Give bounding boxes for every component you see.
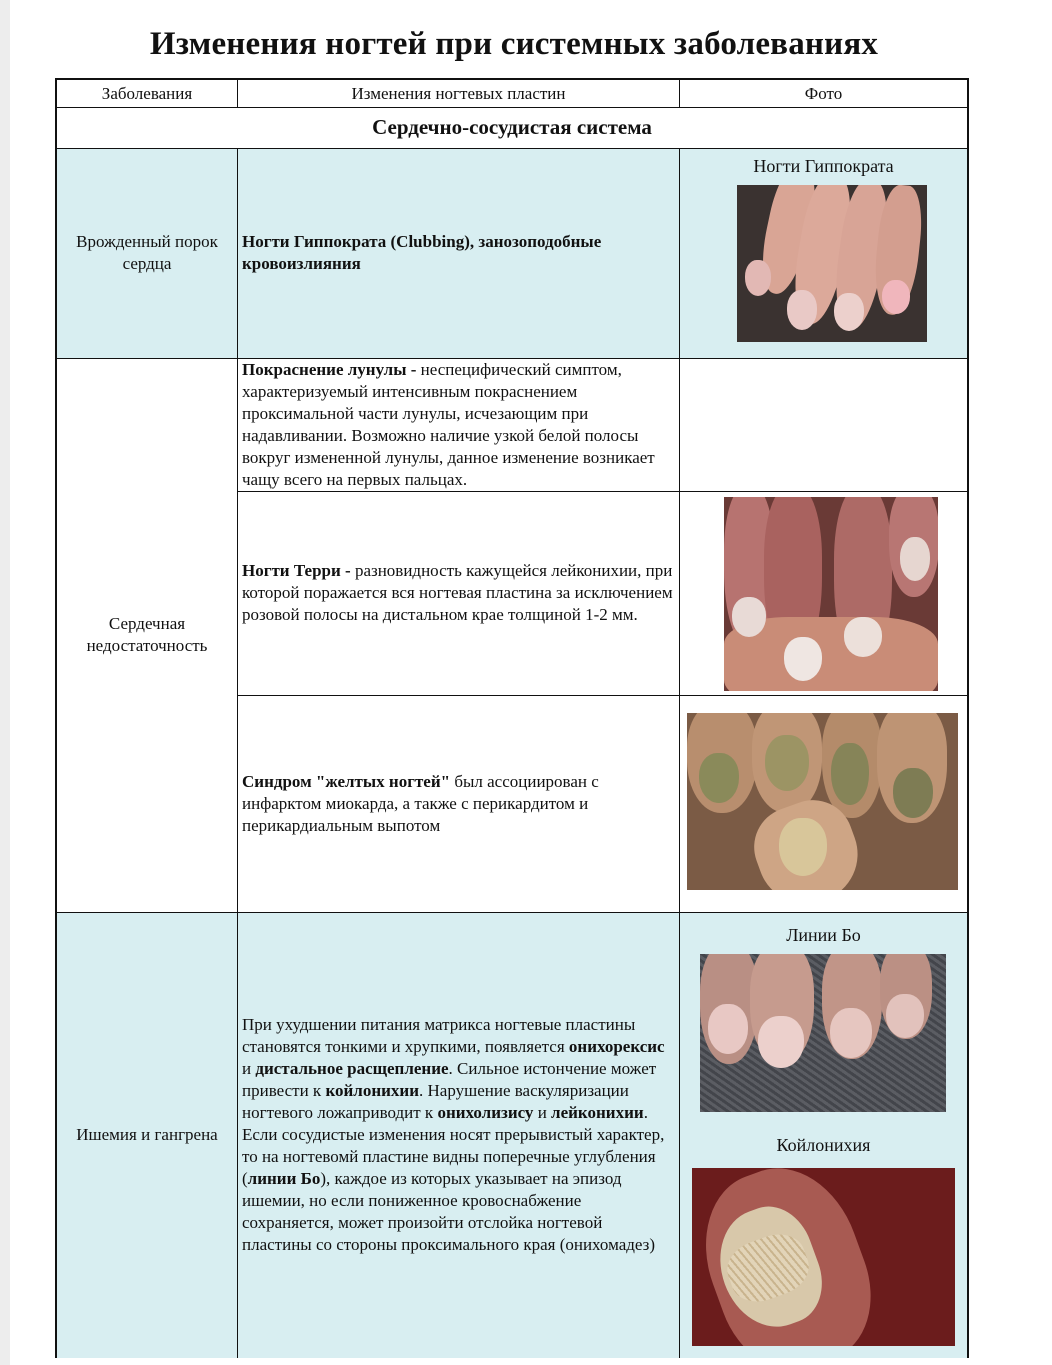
page-title: Изменения ногтей при системных заболеваниях bbox=[149, 26, 879, 62]
desc-red-lunula: Покраснение лунулы - неспецифический симптом, характеризуемый интенсивным покраснением проксимальной части лунулы, исчезающим при надавливании. Возможно наличие узкой белой полосы вокруг измененной лунулы, данное изменение возникает чащу всего на первых пальцах. bbox=[242, 359, 655, 489]
header-nail-changes: Изменения ногтевых пластин bbox=[351, 83, 566, 103]
photo-koilonychia bbox=[692, 1168, 955, 1346]
photo-terry-nails bbox=[724, 497, 938, 691]
desc-ischemia-segment: . Если сосудистые изменения носят прерывистый характер, то на ногтевомй пластине видны поперечные углубления ( bbox=[242, 1103, 665, 1188]
desc-clubbing-bold: Ногти Гиппократа (Clubbing), занозоподобные кровоизлияния bbox=[242, 232, 602, 273]
desc-ischemia-term: лейконихии bbox=[551, 1103, 644, 1122]
desc-ischemia-term: линии Бо bbox=[247, 1169, 321, 1188]
desc-ischemia-term: койлонихии bbox=[325, 1081, 420, 1100]
section-title-cardiovascular: Сердечно-сосудистая система bbox=[372, 115, 652, 139]
nail-changes-table bbox=[55, 78, 969, 1358]
header-photo: Фото bbox=[804, 83, 843, 103]
photo-beau-lines bbox=[700, 954, 946, 1112]
disease-congenital-heart-defect: Врожденный порок сердца bbox=[76, 232, 218, 273]
desc-ischemia-segment: . Сильное истончение может привести к bbox=[242, 1059, 657, 1100]
desc-yellow-nail-syndrome: Синдром "желтых ногтей" был ассоциирован с инфарктом миокарда, а также с перикардитом и перикардиальным выпотом bbox=[242, 771, 599, 835]
desc-ischemia-segment: ), каждое из которых указывает на эпизод ишемии, но если пониженное кровоснабжение сохраняется, может произойти отслойка ногтевой пластины со стороны проксимального края (онихомадез) bbox=[242, 1169, 656, 1254]
desc-ischemia bbox=[238, 912, 679, 1358]
desc-ischemia-segment: При ухудшении питания матрикса ногтевые пластины становятся тонкими и хрупкими, появляется bbox=[242, 1015, 636, 1056]
photo-yellow-nails bbox=[687, 713, 958, 890]
desc-ischemia-segment: и bbox=[242, 1059, 256, 1078]
desc-clubbing bbox=[238, 148, 679, 358]
caption-koilonychia: Койлонихия bbox=[776, 1135, 871, 1155]
desc-terry-nails: Ногти Терри - разновидность кажущейся лейконихии, при которой поражается вся ногтевая пластина за исключением розовой полосы на дистальном крае толщиной 1-2 мм. bbox=[242, 561, 673, 624]
desc-ischemia-term: онихолизису bbox=[437, 1103, 534, 1122]
caption-beau-lines: Линии Бо bbox=[786, 925, 861, 945]
desc-ischemia-term: онихорексис bbox=[568, 1037, 665, 1056]
header-disease: Заболевания bbox=[101, 83, 193, 103]
page-left-margin bbox=[0, 0, 10, 1365]
desc-ischemia-text bbox=[242, 1014, 673, 1256]
desc-ischemia-segment: . Нарушение васкуляризации ногтевого ложаприводит к bbox=[242, 1081, 629, 1122]
photo-hippocratic-nails bbox=[737, 185, 927, 342]
caption-hippocratic-nails: Ногти Гиппократа bbox=[753, 156, 894, 176]
disease-ischemia-gangrene: Ишемия и гангрена bbox=[76, 1125, 218, 1144]
desc-ischemia-term: дистальное расщепление bbox=[255, 1059, 449, 1078]
desc-ischemia-segment: и bbox=[533, 1103, 552, 1122]
disease-heart-failure: Сердечная недостаточность bbox=[86, 614, 208, 655]
